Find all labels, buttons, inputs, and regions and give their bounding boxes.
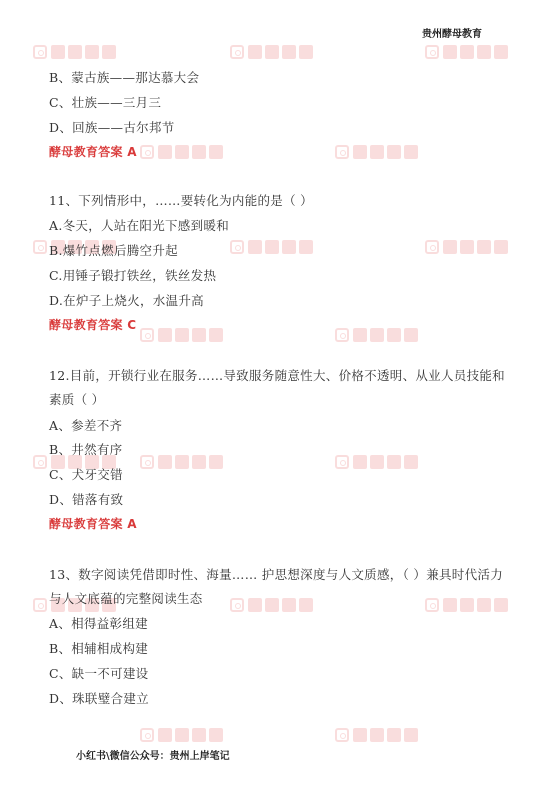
question-12: 12.目前，开锁行业在服务……导致服务随意性大、价格不透明、从业人员技能和 [49, 368, 505, 383]
option-d: D、珠联璧合建立 [49, 691, 149, 706]
watermark-logo-icon [230, 42, 316, 62]
question-12-cont: 素质（ ） [49, 392, 105, 407]
option-a: A.冬天，人站在阳光下感到暖和 [49, 218, 230, 233]
watermark-logo-icon [230, 595, 316, 615]
option-b: B、蒙古族——那达慕大会 [49, 70, 200, 85]
watermark-logo-icon [33, 42, 119, 62]
watermark-logo-icon [335, 325, 421, 345]
watermark-logo-icon [425, 595, 511, 615]
answer-line: 酵母教育答案 A [49, 517, 137, 531]
option-a: A、相得益彰组建 [49, 616, 148, 631]
answer-line: 酵母教育答案 C [49, 318, 137, 332]
watermark-logo-icon [230, 237, 316, 257]
option-d: D、回族——古尔邦节 [49, 120, 175, 135]
option-d: D.在炉子上烧火，水温升高 [49, 293, 204, 308]
option-c: C、犬牙交错 [49, 467, 123, 482]
option-c: C、缺一不可建设 [49, 666, 149, 681]
watermark-logo-icon [335, 142, 421, 162]
question-13-cont: 与人文底蕴的完整阅读生态 [49, 591, 203, 606]
option-c: C、壮族——三月三 [49, 95, 162, 110]
option-a: A、参差不齐 [49, 418, 123, 433]
option-b: B.爆竹点燃后腾空升起 [49, 243, 178, 258]
watermark-logo-icon [335, 725, 421, 745]
watermark-logo-icon [140, 725, 226, 745]
option-b: B、相辅相成构建 [49, 641, 149, 656]
option-b: B、井然有序 [49, 442, 123, 457]
question-13: 13、数字阅读凭借即时性、海量…… 护思想深度与人文质感，（ ）兼具时代活力 [49, 567, 504, 582]
option-c: C.用锤子锻打铁丝，铁丝发热 [49, 268, 217, 283]
question-11: 11、下列情形中，……要转化为内能的是（ ） [49, 193, 313, 208]
footer-note: 小红书\微信公众号：贵州上岸笔记 [76, 751, 230, 762]
watermark-logo-icon [335, 452, 421, 472]
watermark-logo-icon [140, 325, 226, 345]
watermark-logo-icon [140, 452, 226, 472]
answer-line: 酵母教育答案 A [49, 145, 137, 159]
option-d: D、错落有致 [49, 492, 124, 507]
watermark-logo-icon [425, 237, 511, 257]
header-brand: 贵州酵母教育 [422, 29, 482, 40]
watermark-logo-icon [425, 42, 511, 62]
watermark-logo-icon [140, 142, 226, 162]
